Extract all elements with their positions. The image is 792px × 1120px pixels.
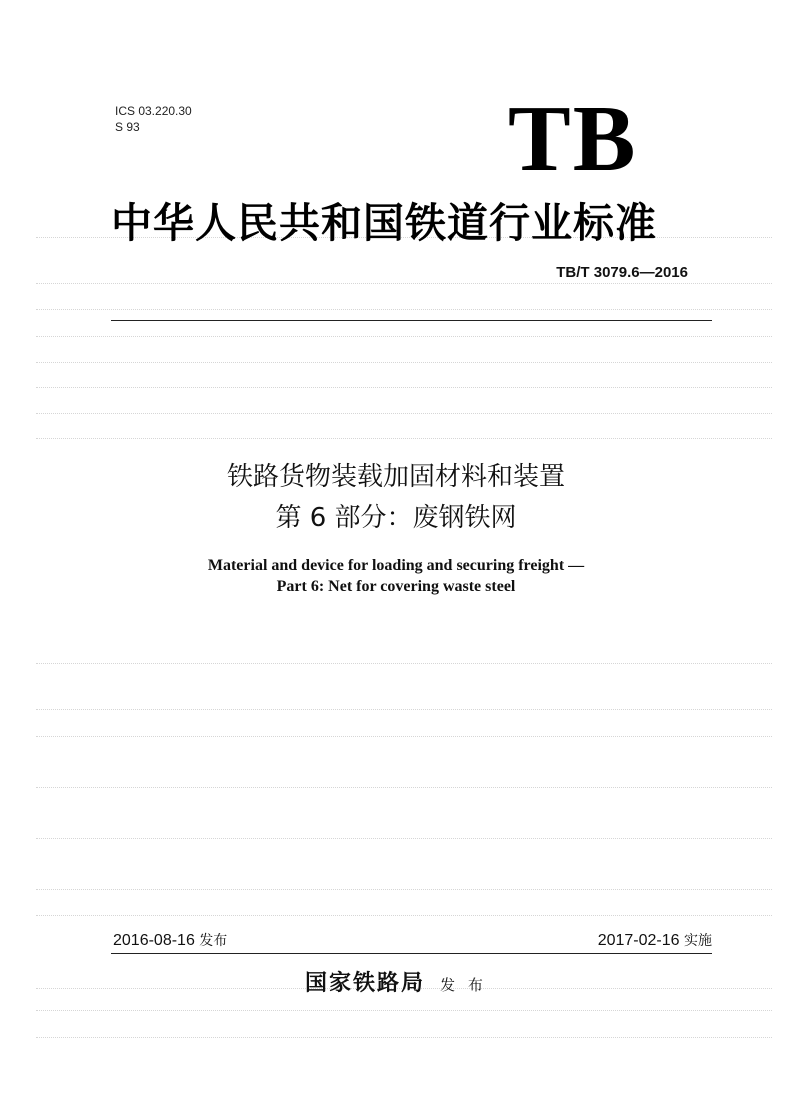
guide-line [36, 309, 772, 310]
issuer-block [0, 966, 792, 997]
issuing-authority-heading: 中华人民共和国铁道行业标准 [111, 199, 657, 247]
implementation-date-label: 实施 [684, 933, 712, 949]
guide-line [36, 362, 772, 363]
guide-line [36, 915, 772, 916]
issuer-name: 国家铁路局 [305, 970, 426, 996]
guide-line [36, 387, 772, 388]
guide-line [36, 413, 772, 414]
classification-codes [115, 103, 192, 135]
standard-number: TB/T 3079.6—2016 [556, 264, 688, 281]
guide-line [36, 889, 772, 890]
top-divider [111, 320, 712, 321]
implementation-date [598, 930, 712, 950]
implementation-date-value: 2017-02-16 [597, 932, 680, 949]
bottom-divider [111, 953, 712, 954]
guide-line [36, 1037, 772, 1038]
issue-date [113, 930, 227, 950]
guide-line [36, 438, 772, 439]
guide-line [36, 736, 772, 737]
guide-line [36, 663, 772, 664]
guide-line [36, 709, 772, 710]
ics-code: ICS 03.220.30 [115, 104, 192, 118]
issue-date-label: 发布 [199, 933, 228, 949]
guide-line [36, 787, 772, 788]
title-en-line-1: Material and device for loading and securing freight — [207, 557, 585, 574]
title-en-line-2: Part 6: Net for covering waste steel [276, 578, 516, 595]
issue-date-value: 2016-08-16 [113, 932, 195, 949]
guide-line [36, 336, 772, 337]
ccs-code: S 93 [115, 120, 140, 134]
issuer-label: 发 布 [440, 976, 487, 994]
guide-line [36, 283, 772, 284]
guide-line [36, 1010, 772, 1011]
tb-logo: TB [508, 87, 638, 191]
title-cn-line-2: 第 6 部分：废钢铁网 [275, 503, 517, 533]
guide-line [36, 838, 772, 839]
title-cn-line-1: 铁路货物装载加固材料和装置 [226, 462, 565, 492]
